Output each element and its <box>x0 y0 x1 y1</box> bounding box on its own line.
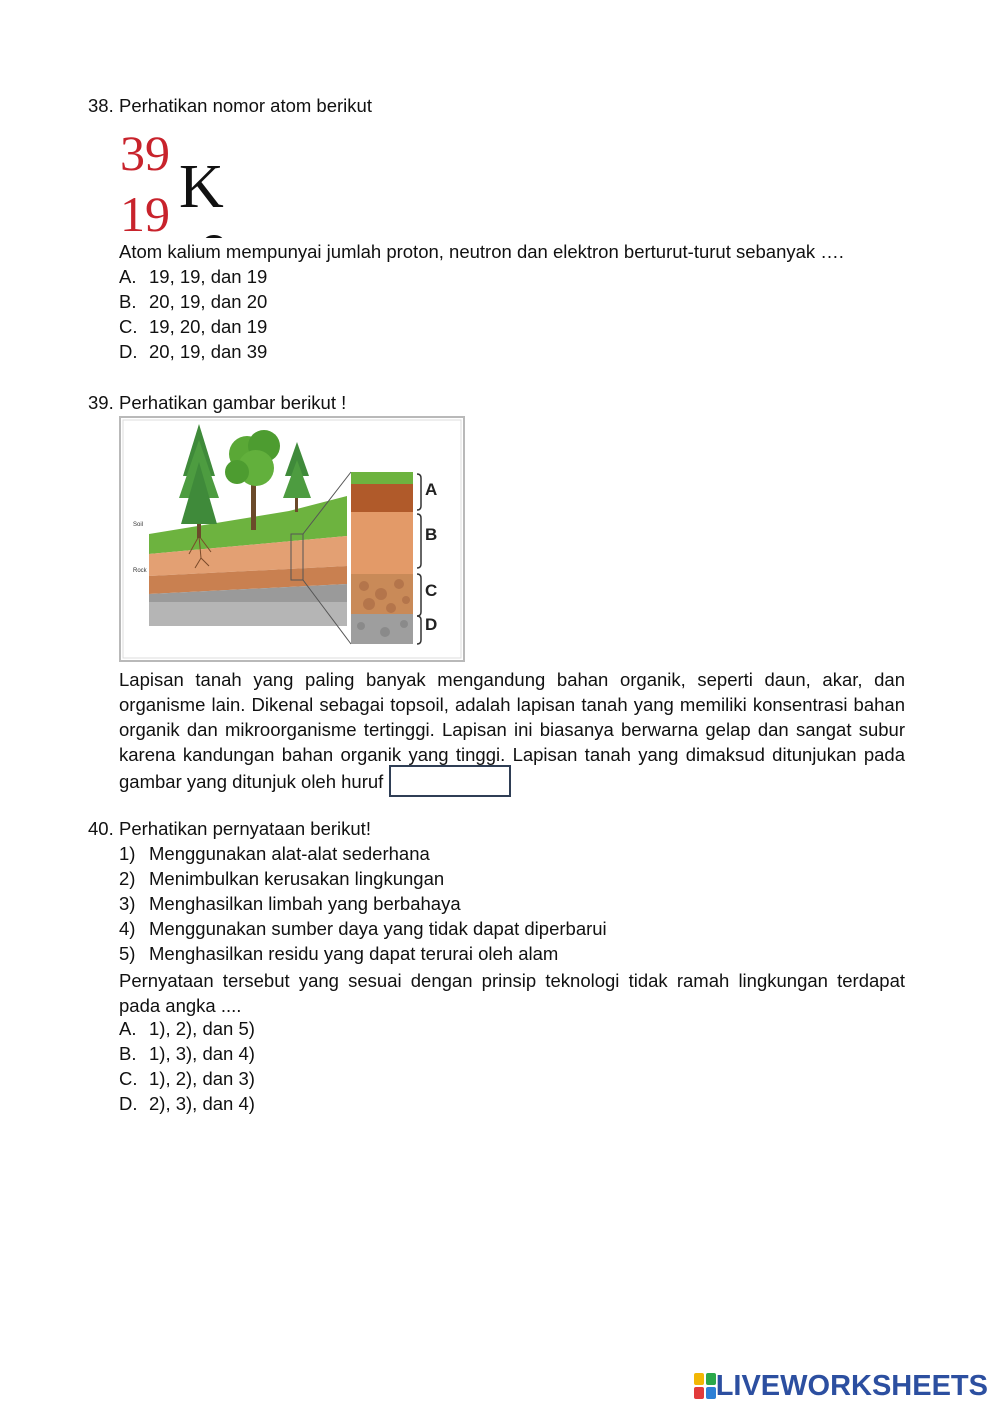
statement-number: 3) <box>119 893 136 914</box>
statement-item <box>119 893 461 915</box>
isotope-symbol: K <box>179 153 224 221</box>
layer-label-b: B <box>425 525 438 544</box>
side-label-soil: Soil <box>133 522 144 528</box>
option-letter: C. <box>119 1068 138 1089</box>
statement-item <box>119 943 558 965</box>
option-a[interactable] <box>119 266 267 288</box>
option-letter: D. <box>119 341 138 362</box>
option-c[interactable] <box>119 316 267 338</box>
statement-item <box>119 918 607 940</box>
option-d[interactable] <box>119 1093 255 1115</box>
question-text: Atom kalium mempunyai jumlah proton, neutron dan elektron berturut-turut sebanyak …. <box>119 241 844 262</box>
option-b[interactable] <box>119 1043 255 1065</box>
statement-number: 5) <box>119 943 136 964</box>
question-prompt: Perhatikan gambar berikut ! <box>119 392 347 413</box>
statement-text: Menghasilkan limbah yang berbahaya <box>149 893 461 914</box>
option-d[interactable] <box>119 341 267 363</box>
question-paragraph <box>119 667 905 799</box>
question-number: 38. <box>88 95 114 116</box>
layer-label-c: C <box>425 581 438 600</box>
statement-text: Menghasilkan residu yang dapat terurai oleh alam <box>149 943 559 964</box>
side-label-rock: Rock <box>133 568 147 574</box>
layer-label-a: A <box>425 480 438 499</box>
statement-text: Menimbulkan kerusakan lingkungan <box>149 868 445 889</box>
isotope-mass-number: 39 <box>120 125 170 181</box>
option-letter: A. <box>119 266 137 287</box>
layer-label-d: D <box>425 615 438 634</box>
option-letter: B. <box>119 1043 137 1064</box>
statement-number: 4) <box>119 918 136 939</box>
option-a[interactable] <box>119 1018 255 1040</box>
option-letter: D. <box>119 1093 138 1114</box>
statement-number: 2) <box>119 868 136 889</box>
option-text: 19, 20, dan 19 <box>149 316 268 337</box>
statement-item <box>119 868 444 890</box>
question-number: 39. <box>88 392 114 413</box>
soil-profile-image <box>119 416 465 667</box>
liveworksheets-logo-icon <box>694 1373 716 1399</box>
liveworksheets-logo <box>694 1368 988 1404</box>
statement-text: Menggunakan sumber daya yang tidak dapat diperbarui <box>149 918 607 939</box>
option-text: 1), 2), dan 3) <box>149 1068 255 1089</box>
brand-name: LIVEWORKSHEETS <box>715 1369 988 1402</box>
statement-text: Menggunakan alat-alat sederhana <box>149 843 430 864</box>
question-prompt: Perhatikan pernyataan berikut! <box>119 818 371 839</box>
option-letter: C. <box>119 316 138 337</box>
option-letter: A. <box>119 1018 137 1039</box>
option-text: 1), 2), dan 5) <box>149 1018 255 1039</box>
option-text: 20, 19, dan 39 <box>149 341 268 362</box>
question-prompt: Perhatikan nomor atom berikut <box>119 95 372 116</box>
option-letter: B. <box>119 291 137 312</box>
statement-number: 1) <box>119 843 136 864</box>
question-text: Pernyataan tersebut yang sesuai dengan prinsip teknologi tidak ramah lingkungan terdapat pada angka .... <box>119 970 905 1016</box>
statement-item <box>119 843 430 865</box>
option-text: 20, 19, dan 20 <box>149 291 268 312</box>
isotope-atomic-number: 19 <box>120 186 170 238</box>
answer-input-box[interactable] <box>389 765 511 797</box>
option-text: 1), 3), dan 4) <box>149 1043 255 1064</box>
isotope-image <box>119 122 243 238</box>
question-number: 40. <box>88 818 114 839</box>
option-b[interactable] <box>119 291 267 313</box>
option-c[interactable] <box>119 1068 255 1090</box>
option-text: 19, 19, dan 19 <box>149 266 268 287</box>
paragraph-text: Lapisan tanah yang paling banyak mengandung bahan organik, seperti daun, akar, dan organisme lain. Dikenal sebagai topsoil, adalah lapisan tanah yang memiliki konsentrasi bahan organik dan mikroorganisme tertinggi. Lapisan ini biasanya berwarna gelap dan sangat subur karena kandungan bahan organik yang tinggi. Lapisan tanah yang dimaksud ditunjukan pada gambar yang ditunjuk oleh huruf <box>119 669 905 792</box>
option-text: 2), 3), dan 4) <box>149 1093 255 1114</box>
